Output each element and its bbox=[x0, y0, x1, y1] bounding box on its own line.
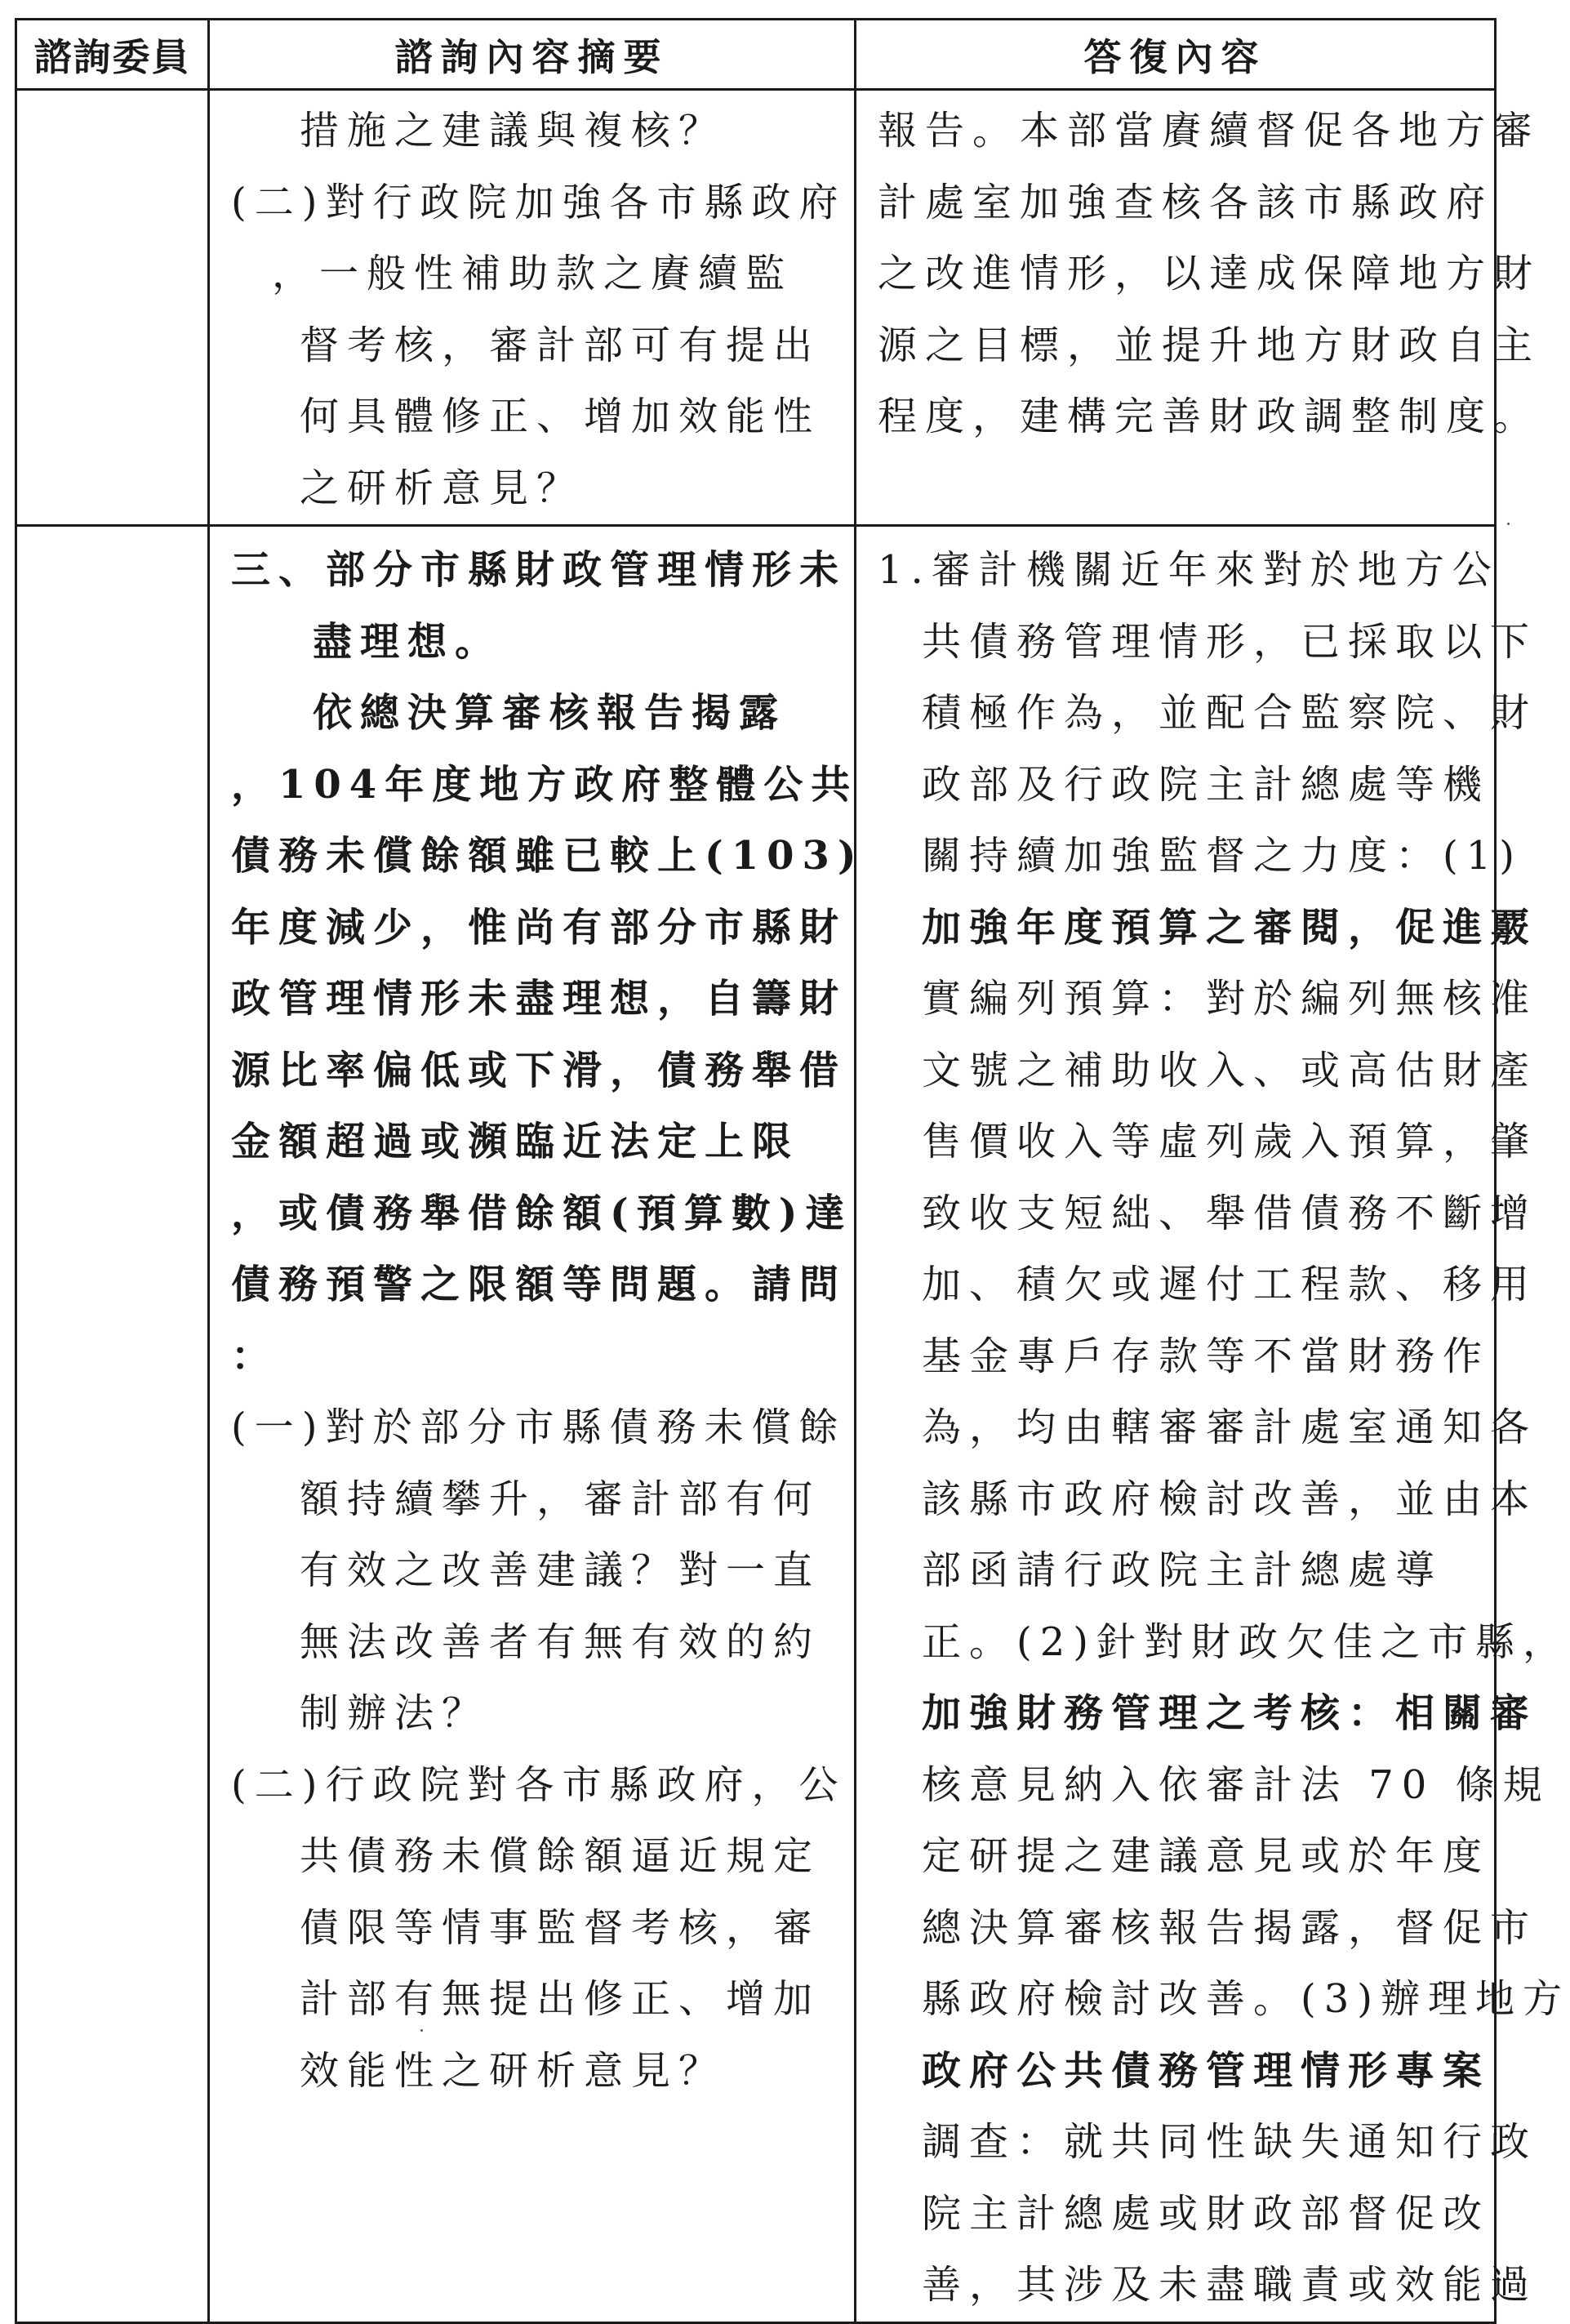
reply-line: 關持續加強監督之力度：(1) bbox=[922, 833, 1523, 879]
header-reply: 答復內容 bbox=[856, 20, 1496, 90]
table-row bbox=[16, 90, 1496, 526]
reply-line: 政部及行政院主計總處等機 bbox=[922, 761, 1491, 808]
reply-line: 加強財務管理之考核：相關審 bbox=[922, 1690, 1538, 1736]
header-member: 諮詢委員 bbox=[16, 20, 209, 90]
summary-line: 計部有無提出修正、增加 bbox=[300, 1976, 821, 2022]
reply-line: 基金專戶存款等不當財務作 bbox=[922, 1333, 1491, 1379]
summary-line: 何具體修正、增加效能性 bbox=[300, 394, 821, 439]
reply-line: 正。(2)針對財政欠佳之市縣， bbox=[922, 1618, 1570, 1665]
reply-line: 定研提之建議意見或於年度 bbox=[922, 1833, 1491, 1879]
reply-line: 總決算審核報告揭露，督促市 bbox=[922, 1904, 1538, 1951]
reply-line: 共債務管理情形，已採取以下 bbox=[922, 618, 1538, 665]
summary-line: 效能性之研析意見？ bbox=[300, 2047, 727, 2094]
summary-line: 無法改善者有無有效的約 bbox=[300, 1618, 821, 1665]
summary-line: (二)對行政院加強各市縣政府 bbox=[231, 179, 847, 225]
summary-line: ，或債務舉借餘額(預算數)達 bbox=[231, 1190, 853, 1236]
reply-line: 計處室加強查核各該市縣政府 bbox=[878, 179, 1494, 225]
summary-line: ： bbox=[231, 1333, 279, 1379]
reply-line: 為，均由轄審審計處室通知各 bbox=[922, 1405, 1538, 1450]
consultation-table bbox=[15, 18, 1570, 2324]
summary-line: 金額超過或瀕臨近法定上限 bbox=[231, 1119, 800, 1164]
summary-line: ，104年度地方政府整體公共 bbox=[231, 761, 859, 808]
reply-line: 1.審計機關近年來對於地方公 bbox=[878, 547, 1500, 593]
summary-line: 依總決算審核報告揭露 bbox=[313, 690, 787, 736]
reply-line: 政府公共債務管理情形專案 bbox=[922, 2047, 1491, 2094]
reply-line: 加強年度預算之審閱，促進覈 bbox=[922, 904, 1538, 951]
reply-line: 程度，建構完善財政調整制度。 bbox=[878, 394, 1541, 439]
summary-line: (一)對於部分市縣債務未償餘 bbox=[231, 1405, 847, 1450]
summary-cell bbox=[209, 526, 865, 2323]
member-cell bbox=[16, 526, 209, 2323]
summary-line: 之研析意見？ bbox=[300, 465, 585, 511]
reply-line: 善，其涉及未盡職責或效能過 bbox=[922, 2262, 1538, 2308]
summary-line: (二)行政院對各市縣政府，公 bbox=[231, 1761, 847, 1808]
reply-line: 核意見納入依審計法 70 條規 bbox=[922, 1761, 1550, 1808]
reply-cell bbox=[856, 526, 1570, 2323]
summary-line: 額持續攀升，審計部有何 bbox=[300, 1476, 821, 1522]
reply-line: 文號之補助收入、或高估財產 bbox=[922, 1047, 1538, 1093]
reply-line: 該縣市政府檢討改善，並由本 bbox=[922, 1476, 1538, 1522]
summary-line: 共債務未償餘額逼近規定 bbox=[300, 1833, 821, 1879]
reply-line: 積極作為，並配合監察院、財 bbox=[922, 690, 1538, 736]
reply-cell bbox=[856, 90, 1541, 526]
summary-line: 督考核，審計部可有提出 bbox=[300, 322, 821, 368]
table-header-row bbox=[16, 20, 1496, 90]
reply-line: 實編列預算：對於編列無核准 bbox=[922, 976, 1538, 1022]
summary-line: ，一般性補助款之賡續監 bbox=[272, 251, 794, 296]
scan-speck bbox=[420, 2029, 423, 2032]
scan-speck bbox=[1507, 523, 1510, 525]
summary-line: 債限等情事監督考核，審 bbox=[300, 1904, 821, 1951]
header-summary: 諮詢內容摘要 bbox=[209, 20, 856, 90]
summary-line: 政管理情形未盡理想，自籌財 bbox=[231, 976, 847, 1022]
summary-line: 債務預警之限額等問題。請問 bbox=[231, 1262, 847, 1307]
summary-line: 債務未償餘額雖已較上(103) bbox=[231, 833, 865, 879]
section-heading: 三、部分市縣財政管理情形未 bbox=[231, 547, 847, 593]
section-heading: 盡理想。 bbox=[313, 618, 503, 665]
summary-line: 年度減少，惟尚有部分市縣財 bbox=[231, 904, 847, 951]
summary-cell bbox=[209, 90, 856, 526]
summary-line: 措施之建議與複核？ bbox=[300, 108, 727, 154]
reply-line: 售價收入等虛列歲入預算，肇 bbox=[922, 1119, 1538, 1164]
summary-line: 有效之改善建議？對一直 bbox=[300, 1547, 821, 1593]
reply-line: 部函請行政院主計總處導 bbox=[922, 1547, 1443, 1593]
summary-line: 源比率偏低或下滑，債務舉借 bbox=[231, 1047, 847, 1093]
reply-line: 縣政府檢討改善。(3)辦理地方 bbox=[922, 1976, 1570, 2022]
reply-line: 調查：就共同性缺失通知行政 bbox=[922, 2119, 1538, 2165]
table-row bbox=[16, 526, 1496, 2323]
reply-line: 之改進情形，以達成保障地方財 bbox=[878, 251, 1541, 296]
reply-line: 報告。本部當賡續督促各地方審 bbox=[878, 108, 1541, 154]
reply-line: 致收支短絀、舉借債務不斷增 bbox=[922, 1190, 1538, 1236]
reply-line: 源之目標，並提升地方財政自主 bbox=[878, 322, 1541, 368]
reply-line: 加、積欠或遲付工程款、移用 bbox=[922, 1262, 1538, 1307]
summary-line: 制辦法？ bbox=[300, 1690, 490, 1736]
member-cell bbox=[16, 90, 209, 526]
reply-line: 院主計總處或財政部督促改 bbox=[922, 2190, 1491, 2237]
